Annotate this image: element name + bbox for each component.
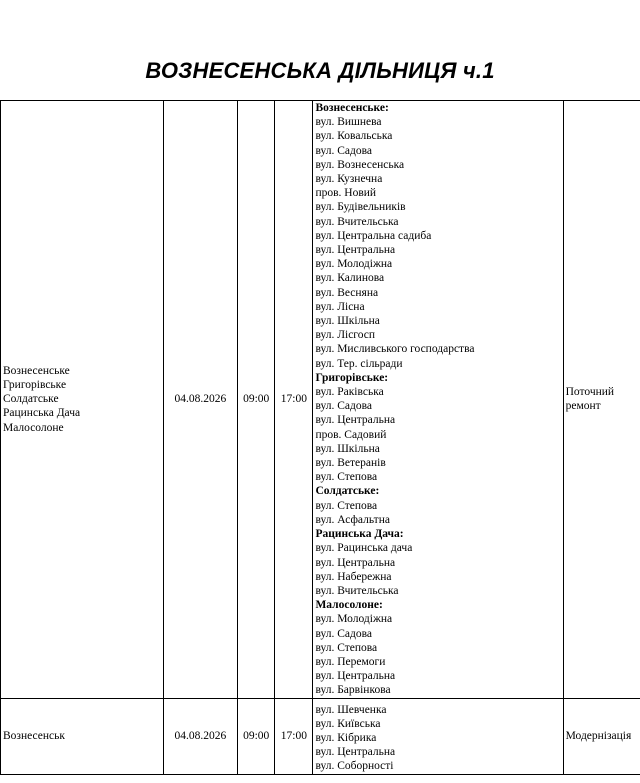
street-name: вул. Садова [315,144,372,157]
streets-cell [313,101,563,699]
street-name: вул. Центральна [315,746,396,759]
street-name: вул. Ветеранів [315,457,386,470]
table-row [1,698,640,774]
street-name: вул. Степова [315,471,378,484]
reason-text: Поточний [565,386,615,399]
street-name: вул. Кузнечна [315,173,383,186]
street-name: вул. Вишнева [315,116,382,129]
page-title: ВОЗНЕСЕНСЬКА ДІЛЬНИЦЯ ч.1 [145,58,495,83]
date-cell: 04.08.2026 [163,101,237,699]
street-name: вул. Шевченка [315,703,387,716]
street-name: вул. Асфальтна [315,513,390,526]
street-name: вул. Будівельників [315,201,406,214]
street-name: вул. Кібрика [315,731,377,744]
locality-subheading: Рацинська Дача: [315,528,404,541]
locality-subheading: Вознесенське: [315,102,389,114]
localities-cell [1,101,164,699]
reason-text: Модернізація [565,729,632,742]
date-cell: 04.08.2026 [163,698,237,774]
reason-text: ремонт [565,400,601,413]
locality-name: Малосолоне [3,421,64,434]
locality-name: Григорівське [3,378,67,391]
street-name: вул. Степова [315,499,378,512]
street-name: вул. Соборності [315,760,394,773]
street-name: вул. Центральна [315,670,396,683]
street-name: вул. Набережна [315,570,392,583]
street-name: вул. Вознесенська [315,158,405,171]
locality-subheading: Григорівське: [315,371,389,384]
street-name: вул. Молодіжна [315,613,393,626]
table-row [1,101,640,699]
street-name: вул. Тер. сільради [315,357,403,370]
locality-name: Вознесенське [3,364,70,377]
street-name: вул. Центральна садиба [315,229,432,242]
street-name: вул. Київська [315,717,381,730]
outage-schedule-table [0,100,640,775]
street-name: вул. Лісна [315,300,365,313]
street-name: вул. Молодіжна [315,258,393,271]
street-name: вул. Степова [315,641,378,654]
street-name: вул. Перемоги [315,655,386,668]
street-name: вул. Весняна [315,286,379,299]
locality-subheading: Солдатське: [315,485,380,498]
street-name: вул. Садова [315,627,372,640]
street-name: пров. Новий [315,187,377,200]
street-name: вул. Барвінкова [315,684,391,697]
street-name: вул. Вчительська [315,584,399,597]
start-time-cell: 09:00 [238,698,275,774]
street-name: вул. Центральна [315,414,396,427]
locality-name: Вознесенськ [3,729,65,742]
reason-cell [563,101,640,699]
street-name: вул. Центральна [315,244,396,257]
locality-subheading: Малосолоне: [315,599,383,612]
reason-cell [563,698,640,774]
street-name: вул. Калинова [315,272,385,285]
street-name: вул. Шкільна [315,315,380,328]
street-name: вул. Вчительська [315,215,399,228]
street-name: вул. Центральна [315,556,396,569]
street-name: вул. Садова [315,400,372,413]
end-time-cell: 17:00 [275,101,313,699]
street-name: вул. Раківська [315,386,384,399]
street-name: вул. Рацинська дача [315,542,413,555]
street-name: вул. Шкільна [315,442,380,455]
streets-cell [313,698,563,774]
street-name: вул. Ковальська [315,130,393,143]
locality-name: Солдатське [3,393,59,406]
street-name: вул. Лісгосп [315,329,376,342]
localities-cell [1,698,164,774]
start-time-cell: 09:00 [238,101,275,699]
locality-name: Рацинська Дача [3,407,81,420]
street-name: пров. Садовий [315,428,387,441]
end-time-cell: 17:00 [275,698,313,774]
street-name: вул. Мисливського господарства [315,343,475,356]
